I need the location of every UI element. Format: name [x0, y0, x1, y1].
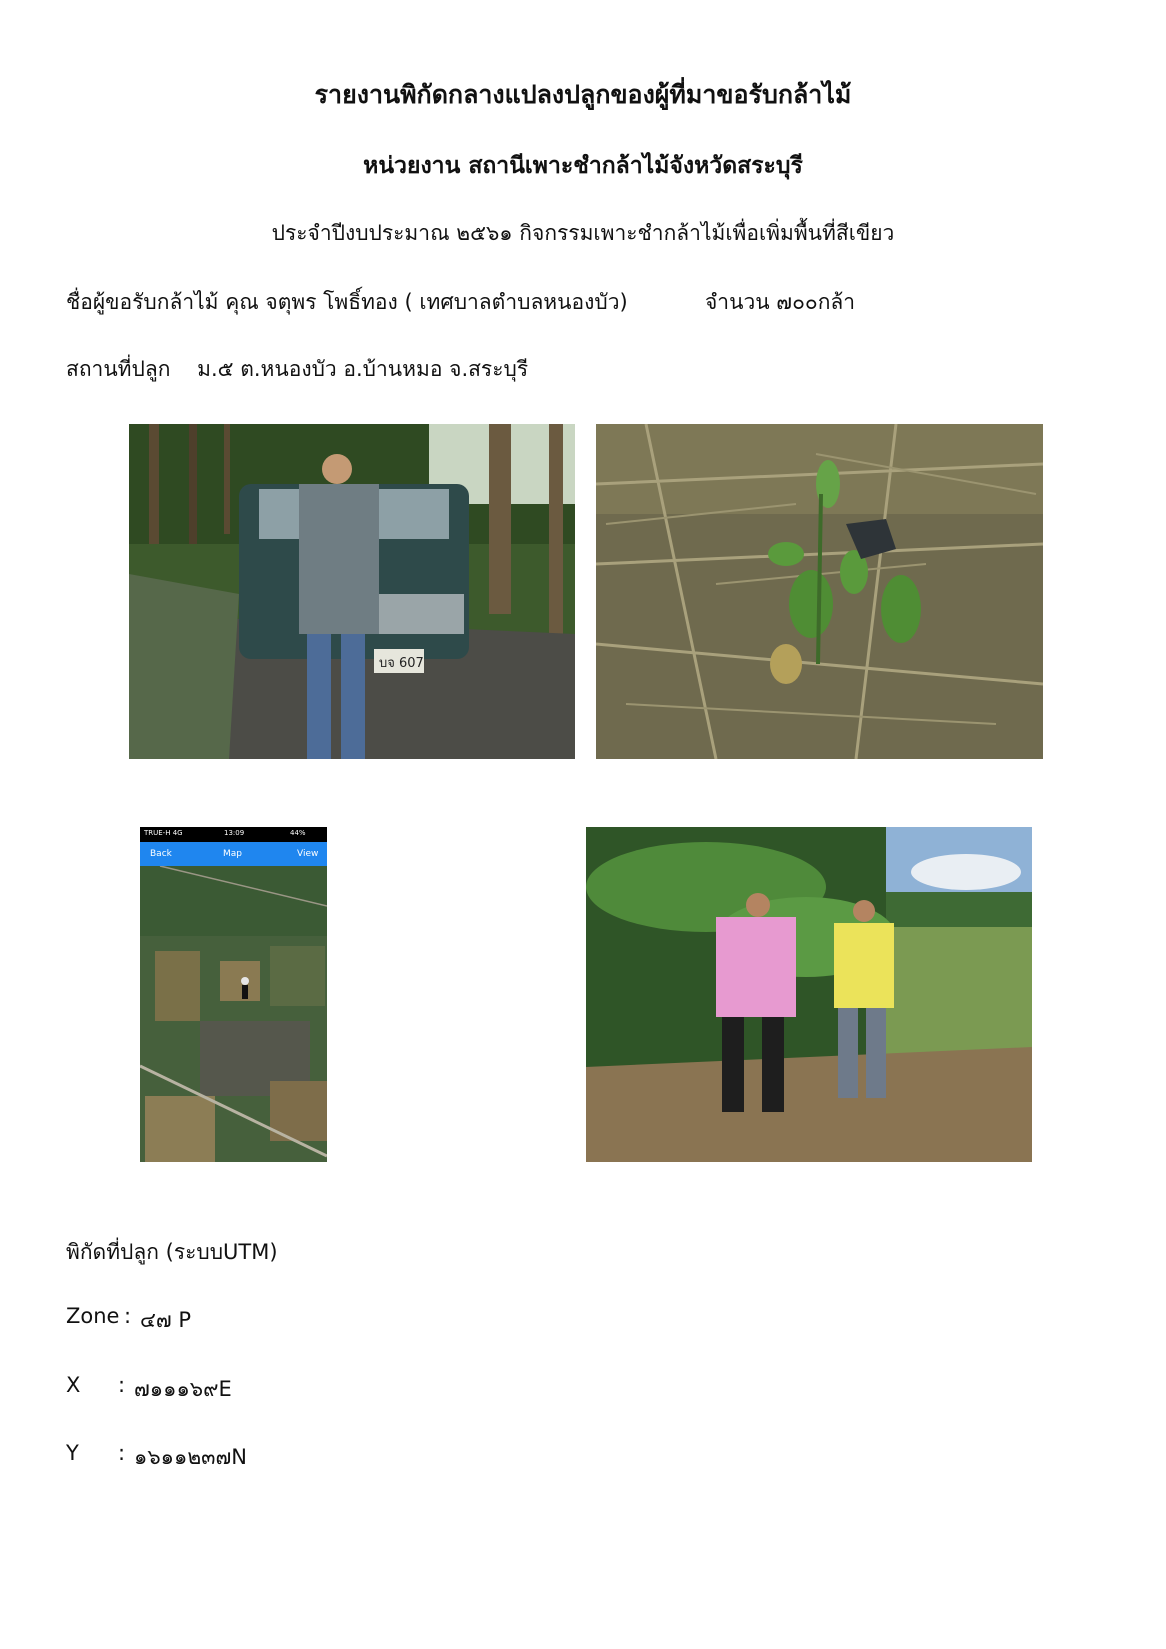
- license-plate: บจ 607: [379, 656, 424, 671]
- fiscal-year-line: ประจำปีงบประมาณ ๒๕๖๑ กิจกรรมเพาะชำกล้าไม้เพื่อเพิ่มพื้นที่สีเขียว: [271, 221, 895, 245]
- quantity-line: จำนวน ๗๐๐กล้า: [705, 290, 856, 314]
- document-title: รายงานพิกัดกลางแปลงปลูกของผู้ที่มาขอรับกล้าไม้: [314, 80, 852, 109]
- y-separator: :: [118, 1441, 126, 1465]
- seedling-photo: [596, 424, 1043, 759]
- x-value: ๗๑๑๑๖๙E: [134, 1377, 232, 1401]
- map-nav-bar: [140, 842, 327, 866]
- two-men-photo: [586, 827, 1032, 1162]
- x-separator: :: [118, 1373, 126, 1397]
- gps-map-screenshot: [140, 827, 327, 1162]
- carrier-label: TRUE-H 4G: [144, 829, 183, 837]
- clock-label: 13:09: [224, 829, 245, 837]
- y-value: ๑๖๑๑๒๓๗N: [134, 1445, 248, 1469]
- satellite-map: [140, 866, 327, 1162]
- coordinates-heading: พิกัดที่ปลูก (ระบบUTM): [66, 1240, 278, 1264]
- back-button: Back: [150, 849, 172, 859]
- zone-value: ๔๗ P: [140, 1308, 192, 1332]
- y-label: Y: [66, 1441, 79, 1465]
- planting-location-line: สถานที่ปลูก ม.๕ ต.หนองบัว อ.บ้านหมอ จ.สระบุรี: [66, 357, 529, 381]
- zone-label: Zone: [66, 1304, 120, 1328]
- man-with-truck-photo: [129, 424, 575, 759]
- map-title: Map: [223, 849, 242, 859]
- applicant-line: ชื่อผู้ขอรับกล้าไม้ คุณ จตุพร โพธิ์ทอง ( เทศบาลตำบลหนองบัว): [66, 290, 628, 314]
- battery-label: 44%: [290, 829, 306, 837]
- agency-unit: หน่วยงาน สถานีเพาะชำกล้าไม้จังหวัดสระบุรี: [363, 153, 803, 179]
- zone-separator: :: [124, 1304, 132, 1328]
- view-button: View: [297, 849, 319, 859]
- phone-status-bar: [140, 827, 327, 842]
- x-label: X: [66, 1373, 81, 1397]
